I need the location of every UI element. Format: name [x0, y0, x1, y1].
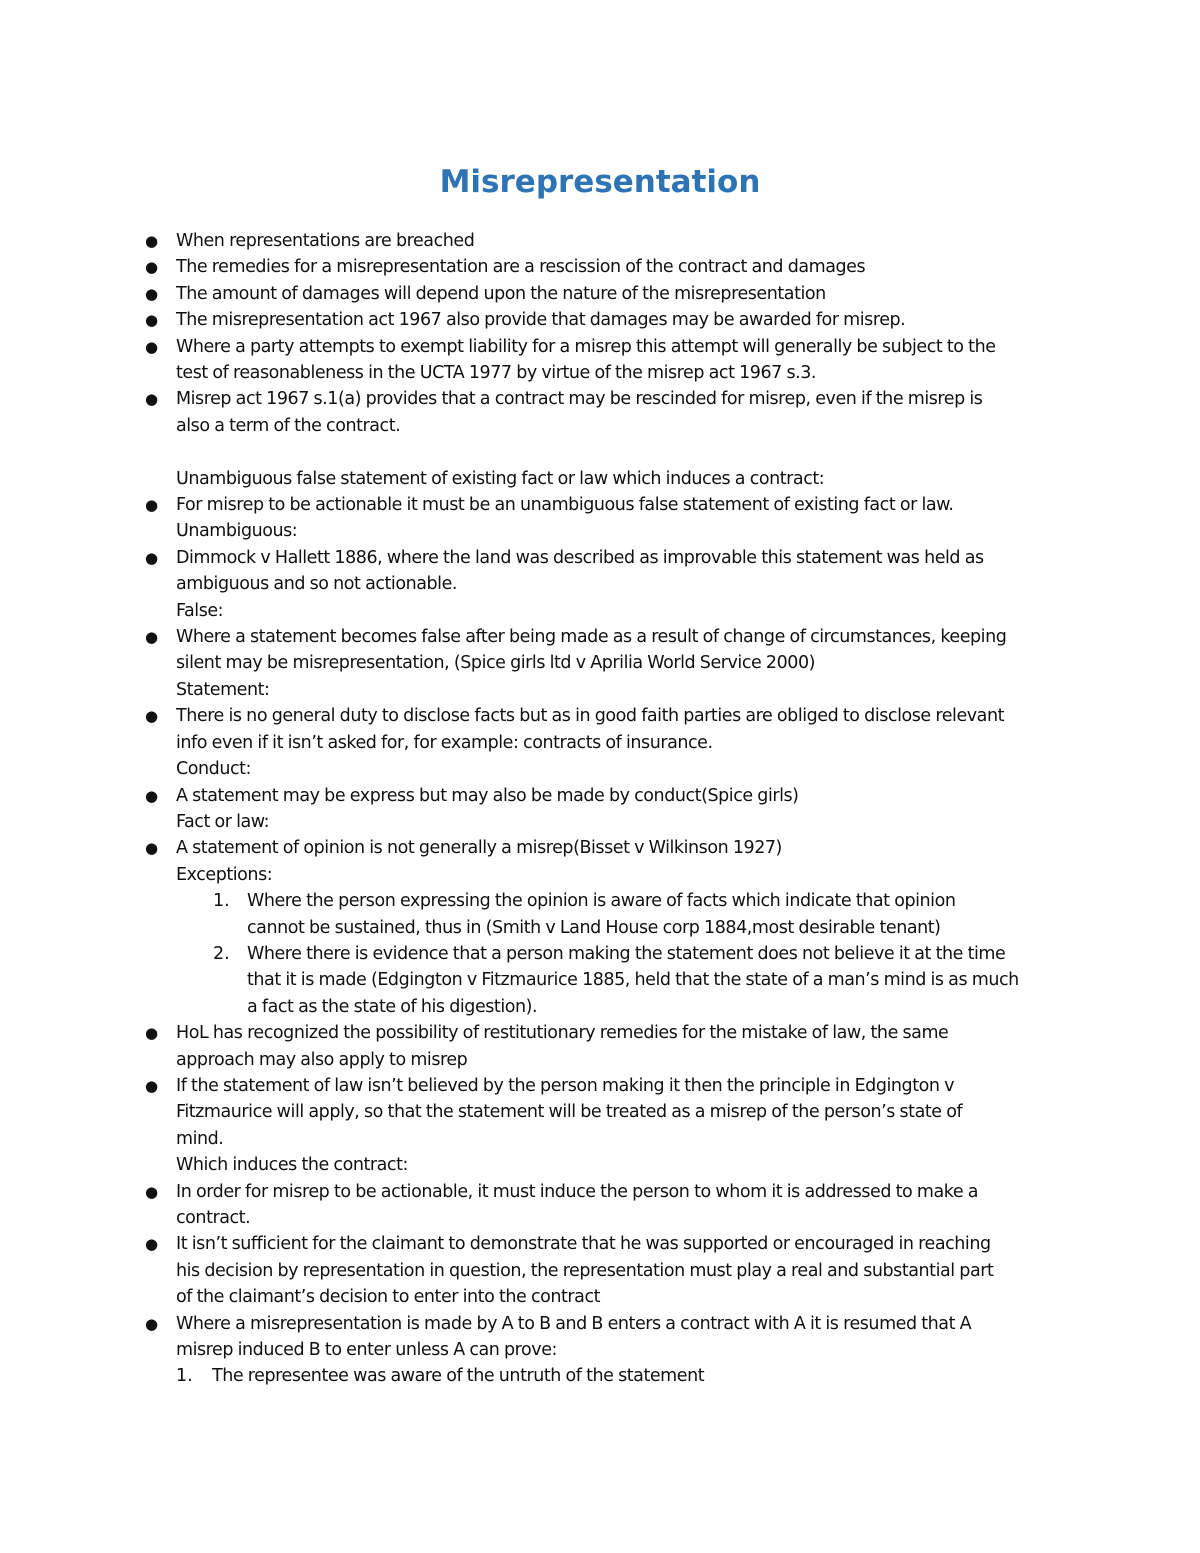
bullet-icon: ● [145, 337, 159, 356]
text-line: The representee was aware of the untruth of the statement [212, 1366, 705, 1387]
bullet-item [145, 545, 1076, 598]
bullet-icon: ● [145, 786, 159, 805]
text-line: also a term of the contract. [176, 415, 401, 436]
blank-line [176, 439, 1076, 465]
text-line: approach may also apply to misrep [176, 1049, 468, 1070]
text-line: The remedies for a misrepresentation are a rescission of the contract and damages [176, 257, 866, 278]
bullet-item [145, 1231, 1076, 1310]
bullet-item [145, 624, 1076, 677]
text-line: Dimmock v Hallett 1886, where the land was described as improvable this statement was held as [176, 547, 984, 568]
bullet-item [145, 281, 1076, 307]
text-line: that it is made (Edgington v Fitzmaurice 1885, held that the state of a man’s mind is as much [247, 970, 1019, 991]
text-line: misrep induced B to enter unless A can prove: [176, 1340, 557, 1361]
bullet-item [145, 1311, 1076, 1364]
bullet-icon: ● [145, 390, 159, 409]
subheading [176, 1152, 1076, 1178]
bullet-icon: ● [145, 232, 159, 250]
text-line: HoL has recognized the possibility of restitutionary remedies for the mistake of law, the same [176, 1023, 949, 1044]
bullet-item [145, 307, 1076, 333]
list-number: 1. [213, 891, 230, 912]
text-line: test of reasonableness in the UCTA 1977 by virtue of the misrep act 1967 s.3. [176, 363, 817, 384]
bullet-icon: ● [145, 1182, 159, 1201]
text-line: If the statement of law isn’t believed by the person making it then the principle in Edgington v [176, 1075, 955, 1096]
text-line: mind. [176, 1128, 224, 1149]
text-line: Statement: [176, 679, 270, 700]
subheading [176, 598, 1076, 624]
text-line: When representations are breached [176, 231, 475, 251]
bullet-item [145, 783, 1076, 809]
text-line: Fact or law: [176, 811, 270, 832]
bullet-icon: ● [145, 839, 159, 858]
page-title: Misrepresentation [439, 164, 761, 200]
text-line: cannot be sustained, thus in (Smith v Land House corp 1884,most desirable tenant) [247, 917, 941, 938]
text-line: A statement of opinion is not generally a misrep(Bisset v Wilkinson 1927) [176, 838, 782, 859]
subheading [176, 756, 1076, 782]
bullet-item [145, 228, 1076, 254]
list-number: 1. [176, 1366, 193, 1387]
text-line: info even if it isn’t asked for, for example: contracts of insurance. [176, 732, 713, 753]
bullet-icon: ● [145, 496, 159, 515]
bullet-item [145, 386, 1076, 439]
subheading [176, 518, 1076, 544]
subheading [176, 809, 1076, 835]
bullet-icon: ● [145, 1024, 159, 1043]
bullet-item [145, 703, 1076, 756]
subheading [176, 862, 1076, 888]
bullet-item [145, 1073, 1076, 1152]
bullet-item [145, 254, 1076, 280]
text-line: Where a statement becomes false after being made as a result of change of circumstances, keeping [176, 627, 1007, 648]
text-line: For misrep to be actionable it must be an unambiguous false statement of existing fact or law. [176, 495, 954, 516]
bullet-item [145, 1179, 1076, 1232]
text-line: Exceptions: [176, 864, 273, 885]
text-line: Fitzmaurice will apply, so that the statement will be treated as a misrep of the person’s state of [176, 1102, 963, 1123]
text-line: The amount of damages will depend upon the nature of the misrepresentation [176, 283, 826, 304]
text-line: A statement may be express but may also be made by conduct(Spice girls) [176, 785, 799, 806]
bullet-item [145, 492, 1076, 518]
bullet-icon: ● [145, 258, 159, 277]
text-line: There is no general duty to disclose facts but as in good faith parties are obliged to disclose relevant [176, 706, 1004, 727]
text-line: of the claimant’s decision to enter into the contract [176, 1287, 601, 1308]
numbered-item [176, 888, 1076, 941]
text-line: False: [176, 600, 224, 621]
text-line: silent may be misrepresentation, (Spice girls ltd v Aprilia World Service 2000) [176, 653, 816, 674]
bullet-icon: ● [145, 628, 159, 647]
text-line: Misrep act 1967 s.1(a) provides that a contract may be rescinded for misrep, even if the misrep is [176, 389, 983, 410]
subheading [176, 466, 1076, 492]
document-body [145, 228, 1076, 1390]
bullet-icon: ● [145, 1076, 159, 1095]
subheading [176, 677, 1076, 703]
text-line: It isn’t sufficient for the claimant to demonstrate that he was supported or encouraged in reaching [176, 1234, 991, 1255]
numbered-item [176, 941, 1076, 1020]
text-line: The misrepresentation act 1967 also provide that damages may be awarded for misrep. [176, 310, 906, 331]
bullet-icon: ● [145, 707, 159, 726]
text-line: Which induces the contract: [176, 1155, 408, 1176]
list-number: 2. [213, 943, 230, 964]
text-line: Where a misrepresentation is made by A to B and B enters a contract with A it is resumed that A [176, 1313, 972, 1334]
bullet-item [145, 1020, 1076, 1073]
numbered-item [176, 1363, 1076, 1389]
bullet-icon: ● [145, 548, 159, 567]
text-line: In order for misrep to be actionable, it must induce the person to whom it is addressed to make a [176, 1181, 979, 1202]
text-line: Where a party attempts to exempt liability for a misrep this attempt will generally be subject to the [176, 336, 996, 357]
bullet-icon: ● [145, 1235, 159, 1254]
bullet-item [145, 835, 1076, 861]
text-line: Where the person expressing the opinion is aware of facts which indicate that opinion [247, 891, 956, 912]
text-line: a fact as the state of his digestion). [247, 996, 538, 1017]
bullet-icon: ● [145, 311, 159, 330]
bullet-icon: ● [145, 284, 159, 303]
text-line: Where there is evidence that a person making the statement does not believe it at the time [247, 943, 1006, 964]
bullet-icon: ● [145, 1314, 159, 1333]
text-line: Conduct: [176, 759, 251, 780]
bullet-item [145, 334, 1076, 387]
text-line: ambiguous and so not actionable. [176, 574, 458, 595]
text-line: his decision by representation in question, the representation must play a real and substantial part [176, 1260, 994, 1281]
text-line: contract. [176, 1208, 251, 1229]
text-line: Unambiguous false statement of existing fact or law which induces a contract: [176, 468, 825, 489]
text-line: Unambiguous: [176, 521, 298, 542]
